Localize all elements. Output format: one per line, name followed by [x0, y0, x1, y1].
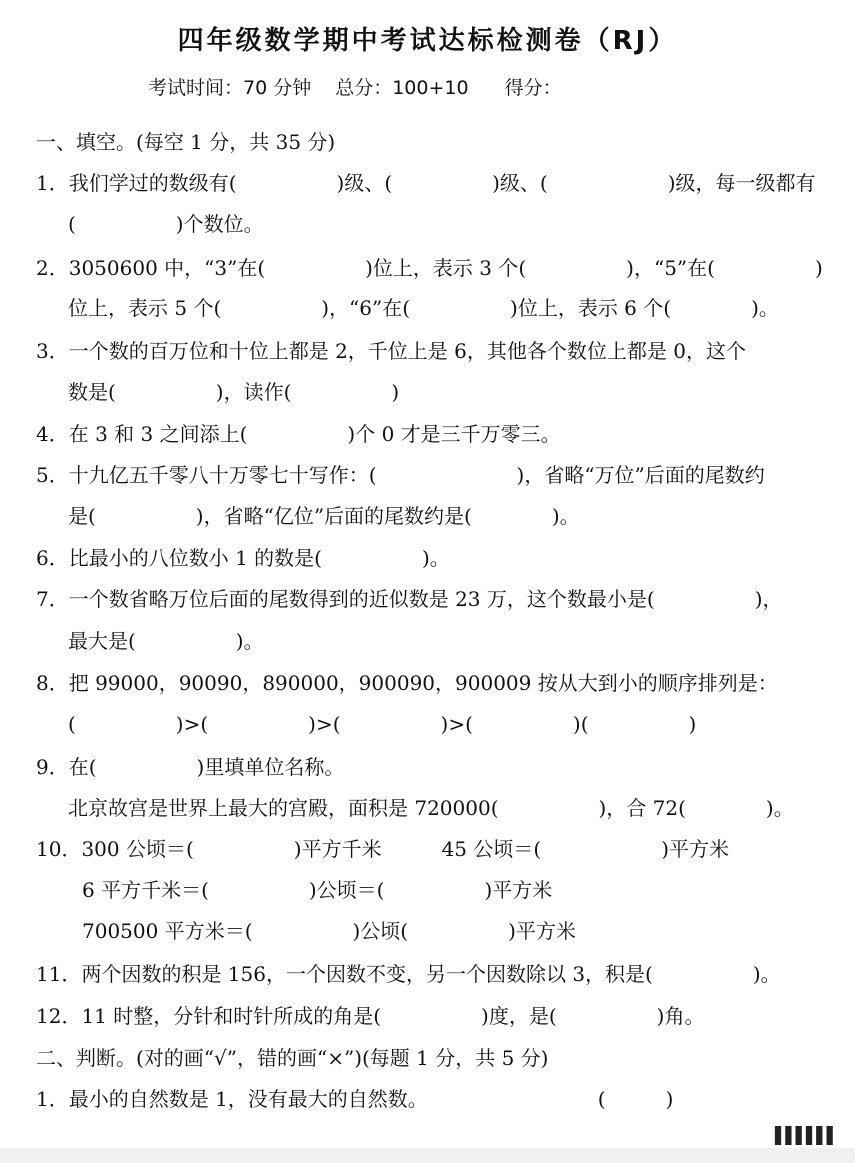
q9-line-2: 北京故宫是世界上最大的宫殿，面积是 720000( )，合 72( )。 — [68, 796, 794, 820]
q4-line: 4．在 3 和 3 之间添上( )个 0 才是三千万零三。 — [36, 422, 561, 446]
q7-line-1: 7．一个数省略万位后面的尾数得到的近似数是 23 万，这个数最小是( )， — [36, 587, 783, 611]
q7-line-2: 最大是( )。 — [68, 629, 264, 653]
q8-line-2: ( )>( )>( )>( )( ) — [68, 712, 697, 736]
q2-line-1: 2．3050600 中，“3”在( )位上，表示 3 个( )，“5”在( ) — [36, 256, 823, 280]
q11-line: 11．两个因数的积是 156，一个因数不变，另一个因数除以 3，积是( )。 — [36, 962, 781, 986]
q6-line: 6．比最小的八位数小 1 的数是( )。 — [36, 546, 450, 570]
earned-score: 得分： — [504, 77, 562, 99]
q5-line-2: 是( )，省略“亿位”后面的尾数约是( )。 — [68, 504, 580, 528]
q10-line-2: 6 平方千米＝( )公顷＝( )平方米 — [82, 878, 553, 902]
q5-line-1: 5．十九亿五千零八十万零七十写作：( )，省略“万位”后面的尾数约 — [36, 463, 765, 487]
q8-line-1: 8．把 99000，90090，890000，900090，900009 按从大到小的顺序排列是： — [36, 671, 778, 695]
q2-line-2: 位上，表示 5 个( )，“6”在( )位上，表示 6 个( )。 — [68, 296, 779, 320]
section-1-heading: 一、填空。(每空 1 分，共 35 分) — [36, 130, 336, 154]
section-2-heading: 二、判断。(对的画“√”，错的画“×”)(每题 1 分，共 5 分) — [36, 1046, 549, 1070]
q1-line-2: ( )个数位。 — [68, 212, 264, 236]
q10-line-1: 10．300 公顷＝( )平方千米 45 公顷＝( )平方米 — [36, 837, 729, 861]
page-title: 四年级数学期中考试达标检测卷（RJ） — [177, 26, 678, 56]
exam-time: 考试时间：70 分钟 — [148, 77, 312, 99]
total-score: 总分：100+10 — [335, 77, 469, 99]
watermark-bars-icon: ▌▌▌▌▌▌ — [775, 1126, 837, 1145]
bottom-bar — [0, 1148, 855, 1163]
q12-line: 12．11 时整，分针和时针所成的角是( )度，是( )角。 — [36, 1004, 705, 1028]
judge-1-line: 1．最小的自然数是 1，没有最大的自然数。 ( ) — [36, 1087, 674, 1111]
q3-line-1: 3．一个数的百万位和十位上都是 2，千位上是 6，其他各个数位上都是 0，这个 — [36, 339, 746, 363]
q1-line-1: 1．我们学过的数级有( )级、( )级、( )级，每一级都有 — [36, 171, 816, 195]
q3-line-2: 数是( )，读作( ) — [68, 380, 400, 404]
q10-line-3: 700500 平方米＝( )公顷( )平方米 — [82, 919, 576, 943]
exam-info — [148, 73, 562, 100]
q9-line-1: 9．在( )里填单位名称。 — [36, 755, 345, 779]
